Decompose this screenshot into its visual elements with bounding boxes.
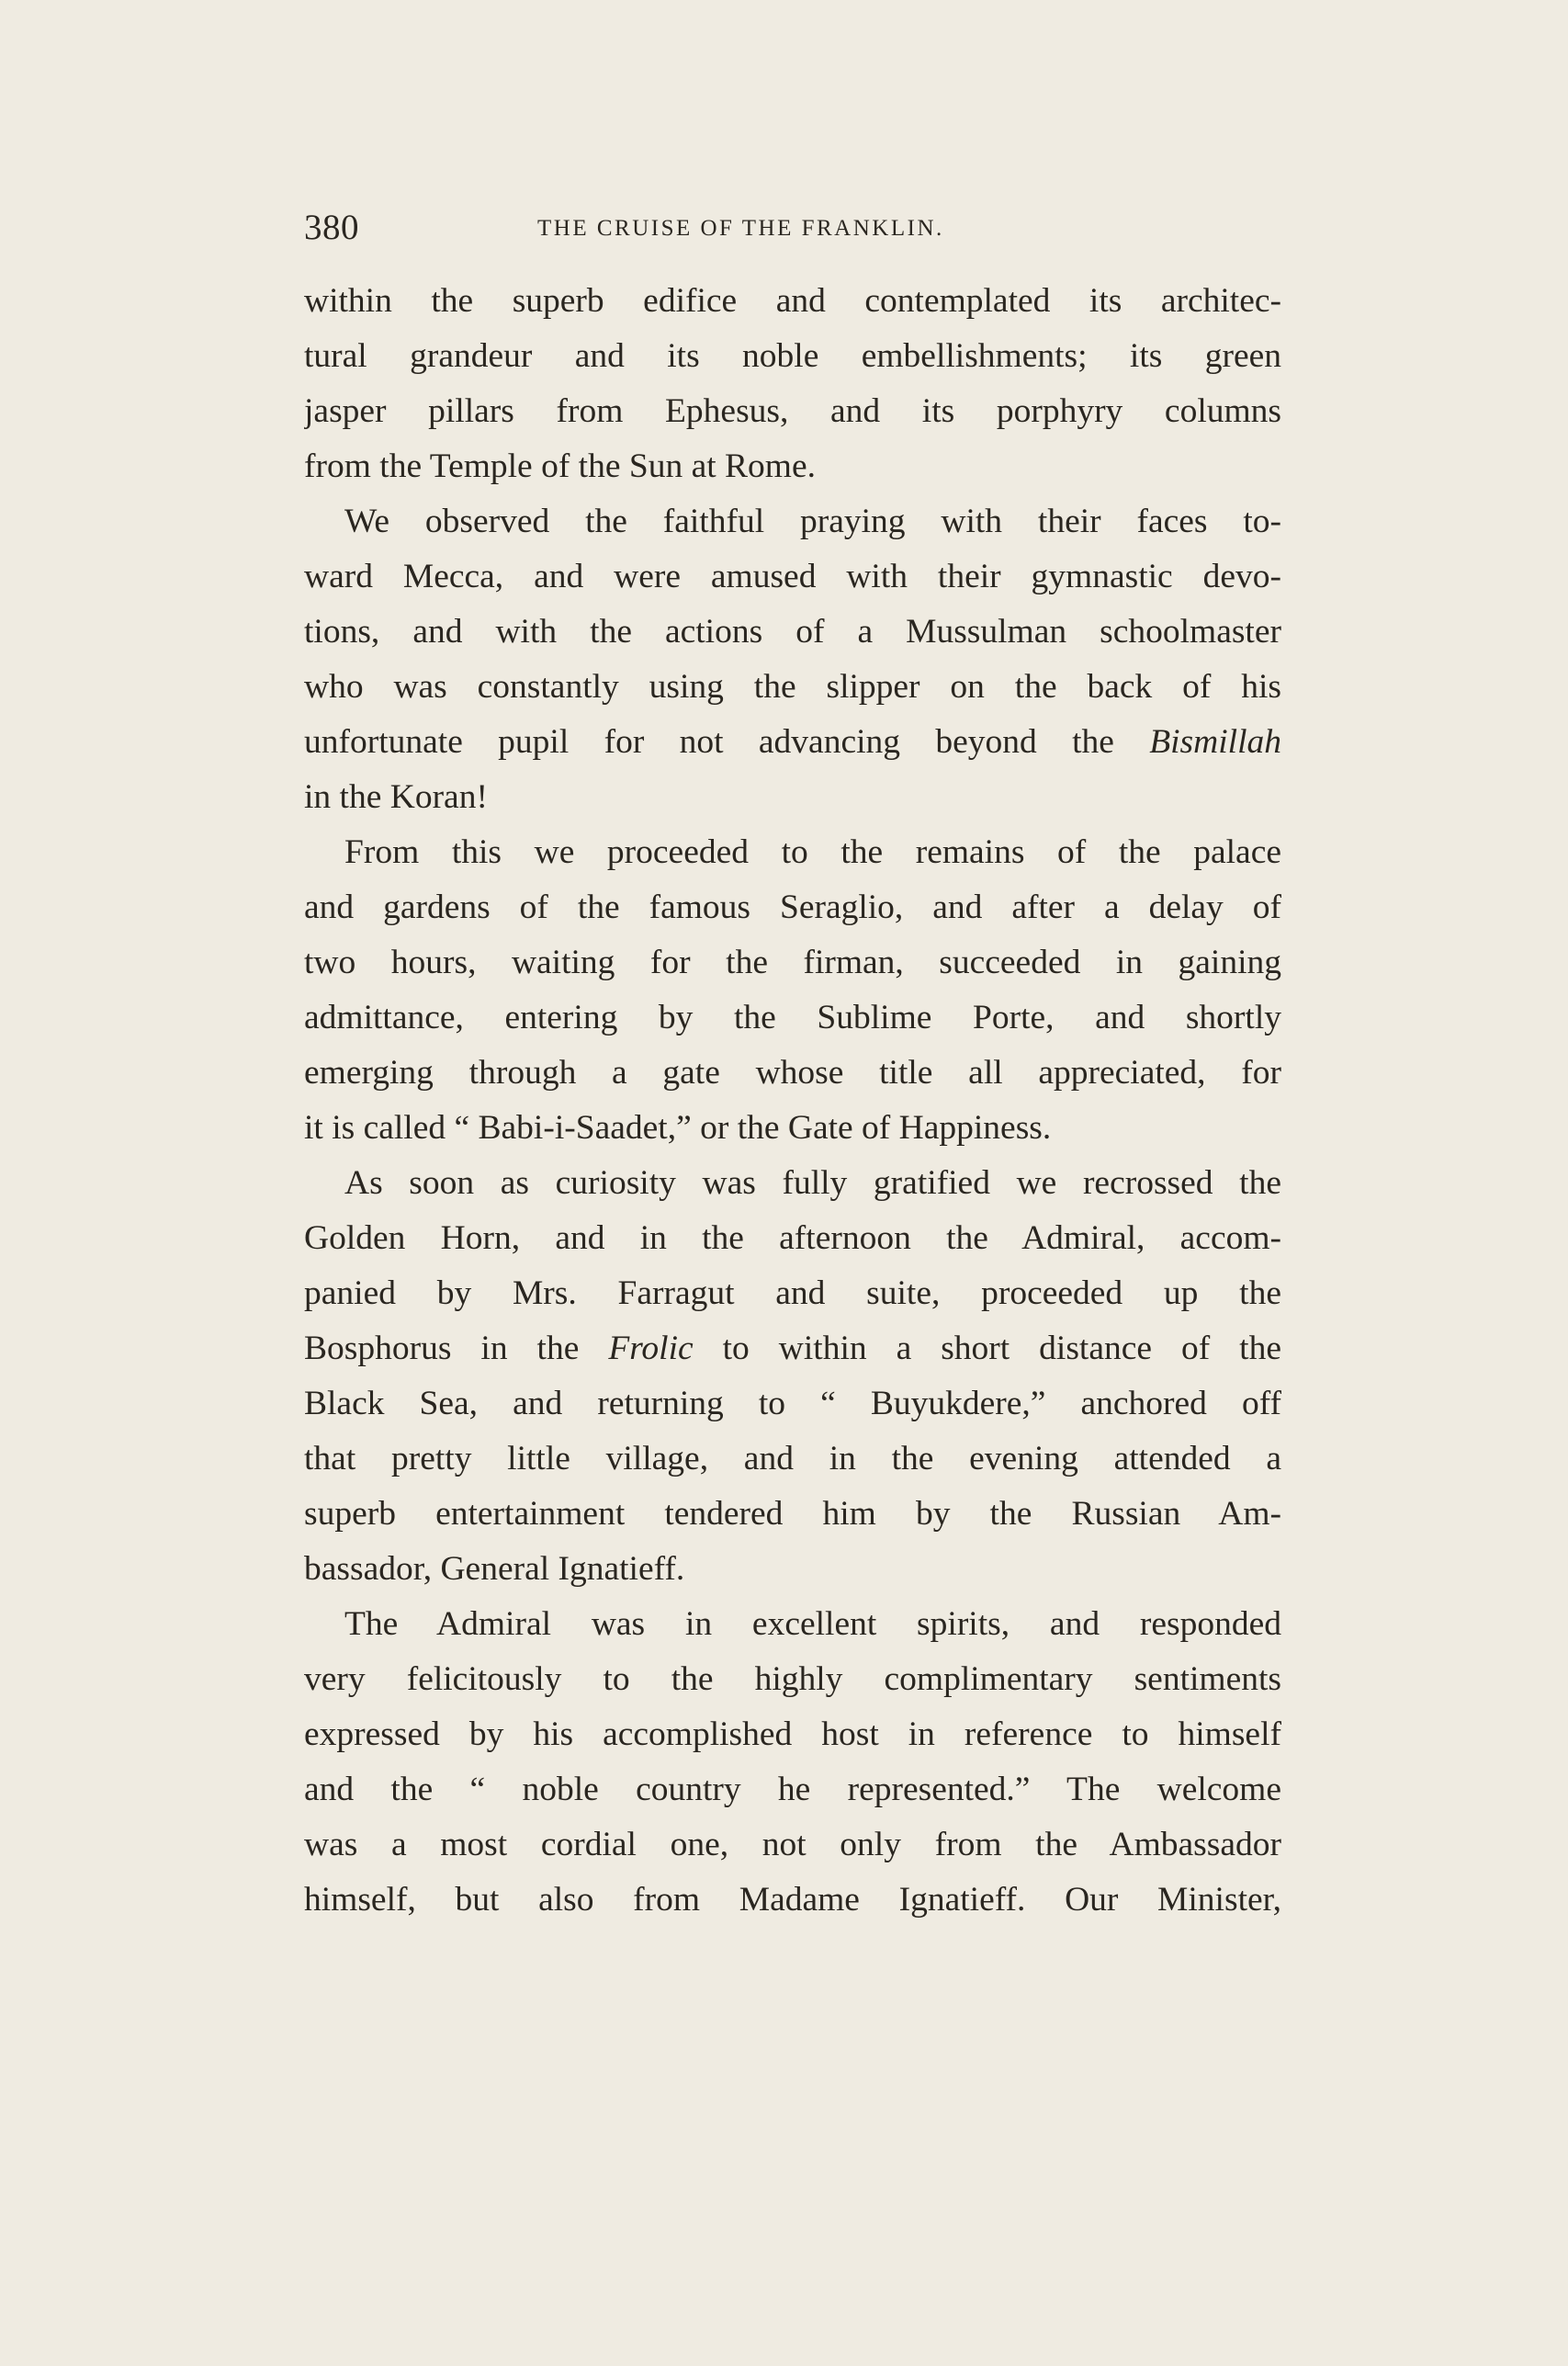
text-line: and the “ noble country he represented.” The welcome [304, 1771, 1281, 1808]
text-line: it is called “ Babi-i-Saadet,” or the Gate of Happiness. [304, 1109, 1052, 1147]
text-line: The Admiral was in excellent spirits, and responded [344, 1605, 1281, 1643]
text-line: Golden Horn, and in the afternoon the Admiral, accom- [304, 1219, 1281, 1257]
italic-word: Bismillah [1149, 723, 1281, 761]
text-run: unfortunate pupil for not advancing beyond the [304, 723, 1114, 761]
text-line: From this we proceeded to the remains of the palace [344, 833, 1281, 871]
text-line [304, 1321, 1281, 1376]
text-line: ward Mecca, and were amused with their gymnastic devo- [304, 558, 1281, 595]
italic-word: Frolic [608, 1330, 694, 1367]
text-line: and gardens of the famous Seraglio, and after a delay of [304, 889, 1281, 926]
text-line: tions, and with the actions of a Mussulman schoolmaster [304, 613, 1281, 651]
text-line: in the Koran! [304, 778, 488, 816]
text-line: tural grandeur and its noble embellishments; its green [304, 337, 1281, 375]
text-line: was a most cordial one, not only from the Ambassador [304, 1826, 1281, 1863]
text-line: within the superb edifice and contemplated its architec- [304, 282, 1281, 320]
text-line: who was constantly using the slipper on the back of his [304, 668, 1281, 706]
text-line: emerging through a gate whose title all appreciated, for [304, 1054, 1281, 1092]
text-line: As soon as curiosity was fully gratified we recrossed the [344, 1164, 1281, 1202]
text-line: superb entertainment tendered him by the Russian Am- [304, 1495, 1281, 1533]
text-line: very felicitously to the highly complimentary sentiments [304, 1660, 1281, 1698]
text-line: We observed the faithful praying with their faces to- [344, 503, 1281, 540]
text-line: bassador, General Ignatieff. [304, 1550, 685, 1588]
text-line: himself, but also from Madame Ignatieff. Our Minister, [304, 1881, 1281, 1919]
page-header [304, 207, 1287, 253]
text-line: jasper pillars from Ephesus, and its porphyry columns [304, 392, 1281, 430]
text-run: Bosphorus in the [304, 1330, 580, 1367]
page-number: 380 [304, 208, 359, 247]
text-line: admittance, entering by the Sublime Porte, and shortly [304, 999, 1281, 1036]
text-line [304, 715, 1281, 770]
text-line: Black Sea, and returning to “ Buyukdere,” anchored off [304, 1385, 1281, 1422]
text-line: two hours, waiting for the firman, succeeded in gaining [304, 944, 1281, 981]
running-title: THE CRUISE OF THE FRANKLIN. [537, 216, 944, 241]
text-line: expressed by his accomplished host in reference to himself [304, 1715, 1281, 1753]
text-line: panied by Mrs. Farragut and suite, proceeded up the [304, 1274, 1281, 1312]
text-line: that pretty little village, and in the evening attended a [304, 1440, 1281, 1477]
text-line: from the Temple of the Sun at Rome. [304, 447, 816, 485]
text-run: to within a short distance of the [722, 1330, 1281, 1367]
body-text [304, 274, 1281, 1928]
